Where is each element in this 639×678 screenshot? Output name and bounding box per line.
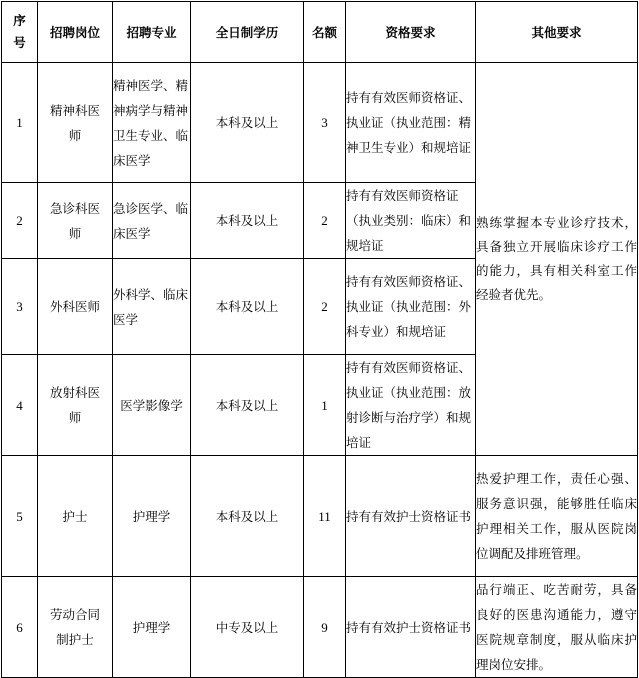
cell-qualification: 持有有效医师资格证（执业类别：临床）和规培证 [346, 183, 476, 259]
cell-education: 中专及以上 [191, 577, 304, 678]
cell-position: 急诊科医师 [38, 183, 113, 259]
cell-major: 护理学 [113, 577, 191, 678]
cell-index: 1 [2, 63, 38, 183]
cell-qualification: 持有有效医师资格证、执业证（执业范围：外科专业）和规培证 [346, 259, 476, 355]
cell-qualification: 持有有效护士资格证书 [346, 456, 476, 577]
cell-position: 放射科医师 [38, 355, 113, 456]
cell-position: 外科医师 [38, 259, 113, 355]
cell-quota: 1 [304, 355, 346, 456]
cell-education: 本科及以上 [191, 63, 304, 183]
header-qualification: 资格要求 [346, 2, 476, 63]
cell-qualification: 持有有效医师资格证、执业证（执业范围：精神卫生专业）和规培证 [346, 63, 476, 183]
cell-position: 护士 [38, 456, 113, 577]
table-row [2, 577, 638, 678]
cell-education: 本科及以上 [191, 183, 304, 259]
cell-index: 3 [2, 259, 38, 355]
cell-quota: 9 [304, 577, 346, 678]
cell-education: 本科及以上 [191, 259, 304, 355]
cell-major: 精神医学、精神病学与精神卫生专业、临床医学 [113, 63, 191, 183]
table-header-row [2, 2, 638, 63]
cell-quota: 3 [304, 63, 346, 183]
header-position: 招聘岗位 [38, 2, 113, 63]
cell-other: 热爱护理工作，责任心强、服务意识强，能够胜任临床护理相关工作，服从医院岗位调配及排班管理。 [476, 456, 638, 577]
cell-index: 4 [2, 355, 38, 456]
cell-quota: 2 [304, 259, 346, 355]
cell-major: 急诊医学、临床医学 [113, 183, 191, 259]
header-education: 全日制学历 [191, 2, 304, 63]
header-quota: 名额 [304, 2, 346, 63]
cell-other-shared: 熟练掌握本专业诊疗技术，具备独立开展临床诊疗工作的能力，具有相关科室工作经验者优先。 [476, 63, 638, 456]
cell-index: 5 [2, 456, 38, 577]
header-index: 序号 [2, 2, 38, 63]
cell-education: 本科及以上 [191, 456, 304, 577]
header-other: 其他要求 [476, 2, 638, 63]
recruitment-table [1, 1, 638, 678]
cell-other: 品行端正、吃苦耐劳，具备良好的医患沟通能力，遵守医院规章制度，服从临床护理岗位安排。 [476, 577, 638, 678]
cell-major: 医学影像学 [113, 355, 191, 456]
cell-position: 精神科医师 [38, 63, 113, 183]
cell-position: 劳动合同制护士 [38, 577, 113, 678]
table-row [2, 456, 638, 577]
cell-index: 6 [2, 577, 38, 678]
cell-major: 护理学 [113, 456, 191, 577]
header-major: 招聘专业 [113, 2, 191, 63]
cell-index: 2 [2, 183, 38, 259]
cell-quota: 2 [304, 183, 346, 259]
table-row [2, 63, 638, 183]
cell-qualification: 持有有效护士资格证书 [346, 577, 476, 678]
cell-education: 本科及以上 [191, 355, 304, 456]
cell-qualification: 持有有效医师资格证、执业证（执业范围：放射诊断与治疗学）和规培证 [346, 355, 476, 456]
cell-quota: 11 [304, 456, 346, 577]
cell-major: 外科学、临床医学 [113, 259, 191, 355]
